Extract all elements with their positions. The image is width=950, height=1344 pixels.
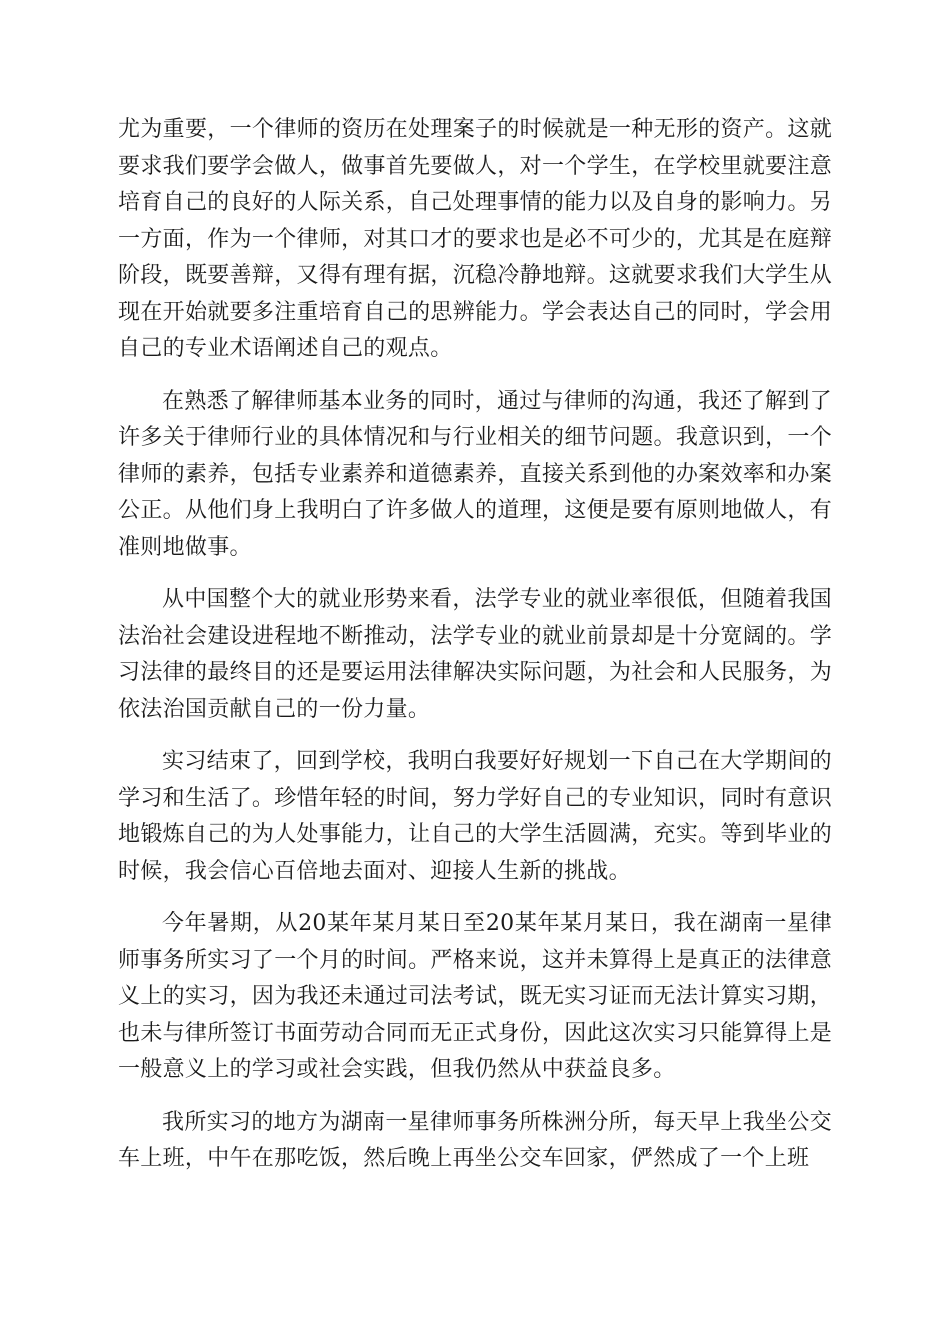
paragraph-1: 尤为重要，一个律师的资历在处理案子的时候就是一种无形的资产。这就要求我们要学会做人，做事首先要做人，对一个学生，在学校里就要注意培育自己的良好的人际关系，自己处理事情的能力以及自身的影响力。另一方面，作为一个律师，对其口才的要求也是必不可少的，尤其是在庭辩阶段，既要善辩，又得有理有据，沉稳冷静地辩。这就要求我们大学生从现在开始就要多注重培育自己的思辨能力。学会表达自己的同时，学会用自己的专业术语阐述自己的观点。 xyxy=(118,117,832,361)
paragraph-4: 实习结束了，回到学校，我明白我要好好规划一下自己在大学期间的学习和生活了。珍惜年轻的时间，努力学好自己的专业知识，同时有意识地锻炼自己的为人处事能力，让自己的大学生活圆满，充实。等到毕业的时候，我会信心百倍地去面对、迎接人生新的挑战。 xyxy=(118,749,832,884)
paragraph-3: 从中国整个大的就业形势来看，法学专业的就业率很低，但随着我国法治社会建设进程地不断推动，法学专业的就业前景却是十分宽阔的。学习法律的最终目的还是要运用法律解决实际问题，为社会和人民服务，为依法治国贡献自己的一份力量。 xyxy=(118,587,832,722)
paragraph-2: 在熟悉了解律师基本业务的同时，通过与律师的沟通，我还了解到了许多关于律师行业的具体情况和与行业相关的细节问题。我意识到，一个律师的素养，包括专业素养和道德素养，直接关系到他的办案效率和办案公正。从他们身上我明白了许多做人的道理，这便是要有原则地做人，有准则地做事。 xyxy=(118,388,832,560)
paragraph-5: 今年暑期，从20某年某月某日至20某年某月某日，我在湖南一星律师事务所实习了一个月的时间。严格来说，这并未算得上是真正的法律意义上的实习，因为我还未通过司法考试，既无实习证而无法计算实习期，也未与律所签订书面劳动合同而无正式身份，因此这次实习只能算得上是一般意义上的学习或社会实践，但我仍然从中获益良多。 xyxy=(118,911,832,1082)
paragraph-6: 我所实习的地方为湖南一星律师事务所株洲分所，每天早上我坐公交车上班，中午在那吃饭，然后晚上再坐公交车回家，俨然成了一个上班 xyxy=(118,1109,832,1171)
